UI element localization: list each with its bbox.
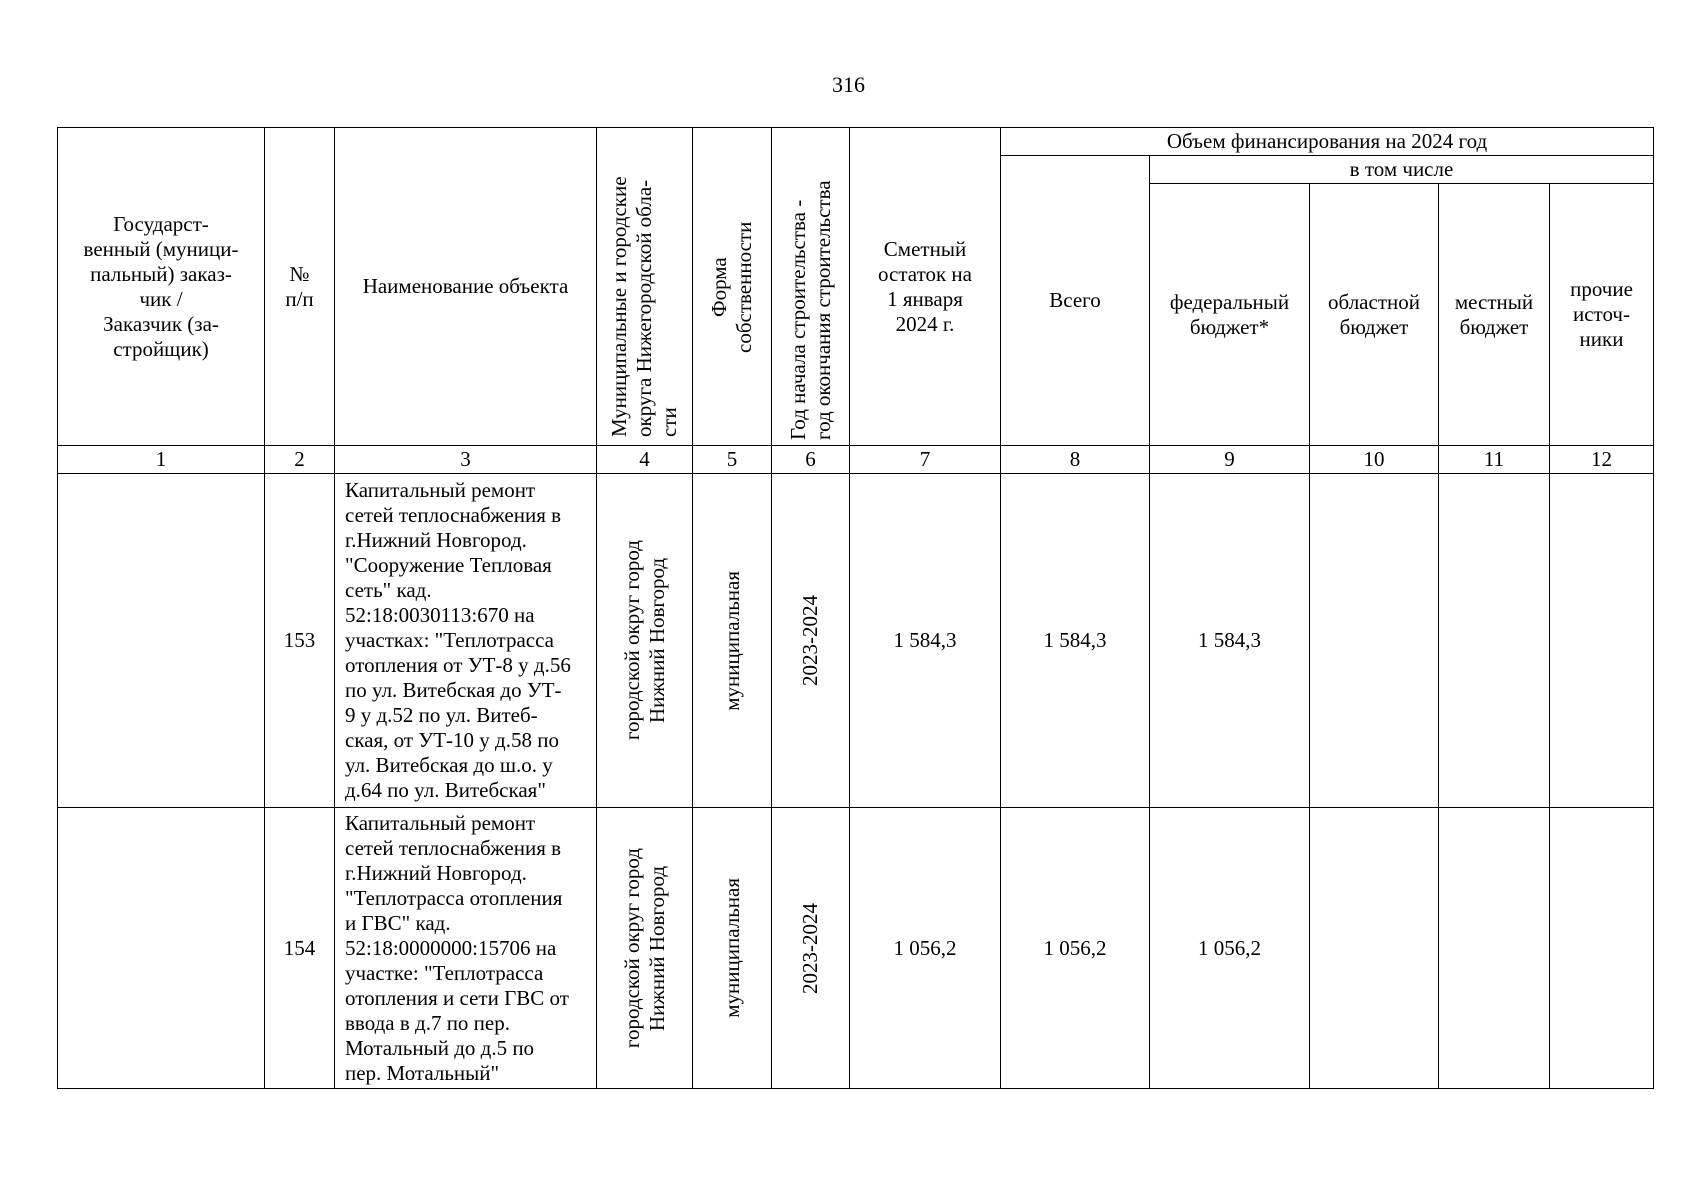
header-including: в том числе bbox=[1150, 156, 1654, 184]
cell-years-text: 2023-2024 bbox=[798, 902, 822, 994]
financing-table bbox=[57, 127, 1654, 1089]
cell-other bbox=[1550, 808, 1654, 1089]
cell-remainder: 1 056,2 bbox=[850, 808, 1001, 1089]
header-customer: Государст- венный (муници- пальный) заказ- чик / Заказчик (за- стройщик) bbox=[58, 128, 265, 446]
column-number: 4 bbox=[597, 446, 693, 474]
header-remainder: Сметный остаток на 1 января 2024 г. bbox=[850, 128, 1001, 446]
header-ownership-text: Форма собственности bbox=[707, 220, 756, 353]
header-years bbox=[772, 128, 850, 446]
header-funding-group: Объем финансирования на 2024 год bbox=[1001, 128, 1654, 156]
cell-object-name: Капитальный ремонт сетей теплоснабжения в г.Нижний Новгород. "Сооружение Тепловая сеть" кад. 52:18:0030113:670 на участках: "Теплотрасса отопления от УТ-8 у д.56 по ул. Витебская до УТ- 9 у д.52 по ул. Витеб- ская, от УТ-10 у д.58 по ул. Витебская до ш.о. у д.64 по ул. Витебская" bbox=[335, 474, 597, 808]
cell-district bbox=[597, 808, 693, 1089]
cell-district-text: городской округ город Нижний Новгород bbox=[619, 847, 669, 1049]
column-number: 7 bbox=[850, 446, 1001, 474]
cell-district bbox=[597, 474, 693, 808]
column-number: 2 bbox=[265, 446, 335, 474]
header-total: Всего bbox=[1001, 156, 1150, 446]
cell-ownership-text: муниципальная bbox=[719, 878, 744, 1018]
header-other: прочие источ- ники bbox=[1550, 184, 1654, 446]
table-row bbox=[58, 808, 1654, 1089]
column-number-row bbox=[58, 446, 1654, 474]
column-number: 10 bbox=[1310, 446, 1439, 474]
cell-regional bbox=[1310, 808, 1439, 1089]
header-federal: федеральный бюджет* bbox=[1150, 184, 1310, 446]
column-number: 5 bbox=[693, 446, 772, 474]
header-number: № п/п bbox=[265, 128, 335, 446]
column-number: 11 bbox=[1439, 446, 1550, 474]
cell-ownership-text: муниципальная bbox=[719, 570, 744, 711]
cell-ownership bbox=[693, 808, 772, 1089]
header-district bbox=[597, 128, 693, 446]
header-ownership bbox=[693, 128, 772, 446]
cell-years-text: 2023-2024 bbox=[798, 595, 822, 686]
column-number: 1 bbox=[58, 446, 265, 474]
table-row bbox=[58, 474, 1654, 808]
column-number: 6 bbox=[772, 446, 850, 474]
cell-total: 1 584,3 bbox=[1001, 474, 1150, 808]
header-years-text: Год начала строительства - год окончания строительства bbox=[785, 179, 835, 440]
cell-object-name: Капитальный ремонт сетей теплоснабжения в г.Нижний Новгород. "Теплотрасса отопления и ГВС" кад. 52:18:0000000:15706 на участке: "Теплотрасса отопления и сети ГВС от ввода в д.7 по пер. Мотальный до д.5 по пер. Мотальный" bbox=[335, 808, 597, 1089]
cell-number: 154 bbox=[265, 808, 335, 1089]
column-number: 12 bbox=[1550, 446, 1654, 474]
header-object-name: Наименование объекта bbox=[335, 128, 597, 446]
cell-ownership bbox=[693, 474, 772, 808]
cell-local bbox=[1439, 474, 1550, 808]
column-number: 9 bbox=[1150, 446, 1310, 474]
cell-years bbox=[772, 808, 850, 1089]
cell-customer bbox=[58, 808, 265, 1089]
cell-regional bbox=[1310, 474, 1439, 808]
cell-district-text: городской округ город Нижний Новгород bbox=[619, 540, 669, 741]
cell-remainder: 1 584,3 bbox=[850, 474, 1001, 808]
cell-years bbox=[772, 474, 850, 808]
page-number: 316 bbox=[832, 72, 865, 97]
cell-number: 153 bbox=[265, 474, 335, 808]
cell-federal: 1 584,3 bbox=[1150, 474, 1310, 808]
cell-other bbox=[1550, 474, 1654, 808]
cell-customer bbox=[58, 474, 265, 808]
header-district-text: Муниципальные и городские округа Нижегородской обла- сти bbox=[607, 175, 681, 437]
header-regional: областной бюджет bbox=[1310, 184, 1439, 446]
cell-total: 1 056,2 bbox=[1001, 808, 1150, 1089]
column-number: 8 bbox=[1001, 446, 1150, 474]
cell-local bbox=[1439, 808, 1550, 1089]
header-local: местный бюджет bbox=[1439, 184, 1550, 446]
column-number: 3 bbox=[335, 446, 597, 474]
cell-federal: 1 056,2 bbox=[1150, 808, 1310, 1089]
